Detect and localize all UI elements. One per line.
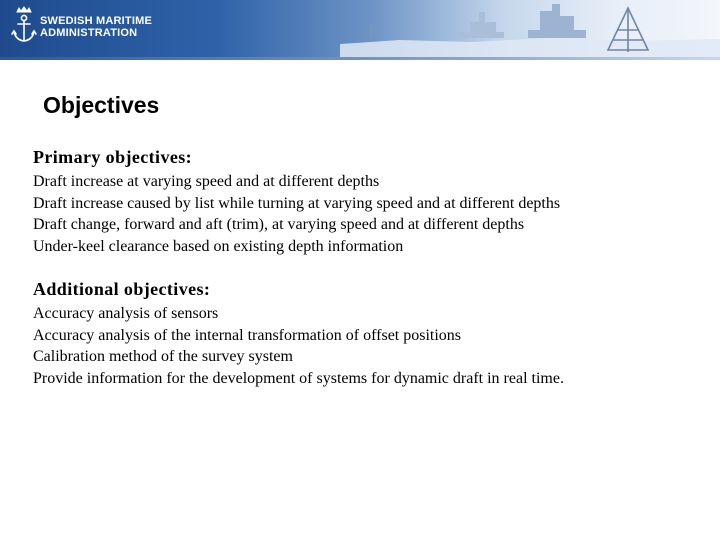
additional-objectives-heading: Additional objectives: xyxy=(33,279,211,299)
ship-silhouette xyxy=(460,12,504,38)
header-divider xyxy=(0,57,720,60)
list-item: Draft change, forward and aft (trim), at varying speed and at different depths xyxy=(33,216,525,233)
list-item: Draft increase caused by list while turning at varying speed and at different depths xyxy=(33,194,561,212)
list-item: Accuracy analysis of sensors xyxy=(33,305,219,322)
org-name-line-2: ADMINISTRATION xyxy=(40,27,138,39)
arctic-ships-illustration xyxy=(340,0,720,57)
ship-silhouette xyxy=(528,4,586,38)
header-banner xyxy=(0,0,720,57)
additional-objectives-list xyxy=(33,303,564,389)
additional-objectives-section xyxy=(33,279,564,389)
slide-title: Objectives xyxy=(43,92,160,118)
list-item: Accuracy analysis of the internal transformation of offset positions xyxy=(33,326,462,344)
org-name-line-1: SWEDISH MARITIME xyxy=(40,15,152,27)
primary-objectives-section xyxy=(33,147,560,257)
list-item: Draft increase at varying speed and at different depths xyxy=(33,173,380,190)
anchor-crown-icon xyxy=(10,6,38,46)
ship-silhouette xyxy=(369,24,373,38)
list-item: Provide information for the development of systems for dynamic draft in real time. xyxy=(33,369,564,387)
primary-objectives-list xyxy=(33,171,560,257)
list-item: Calibration method of the survey system xyxy=(33,348,293,365)
list-item: Under-keel clearance based on existing depth information xyxy=(33,237,404,255)
organization-name xyxy=(40,15,152,39)
primary-objectives-heading: Primary objectives: xyxy=(33,147,193,167)
